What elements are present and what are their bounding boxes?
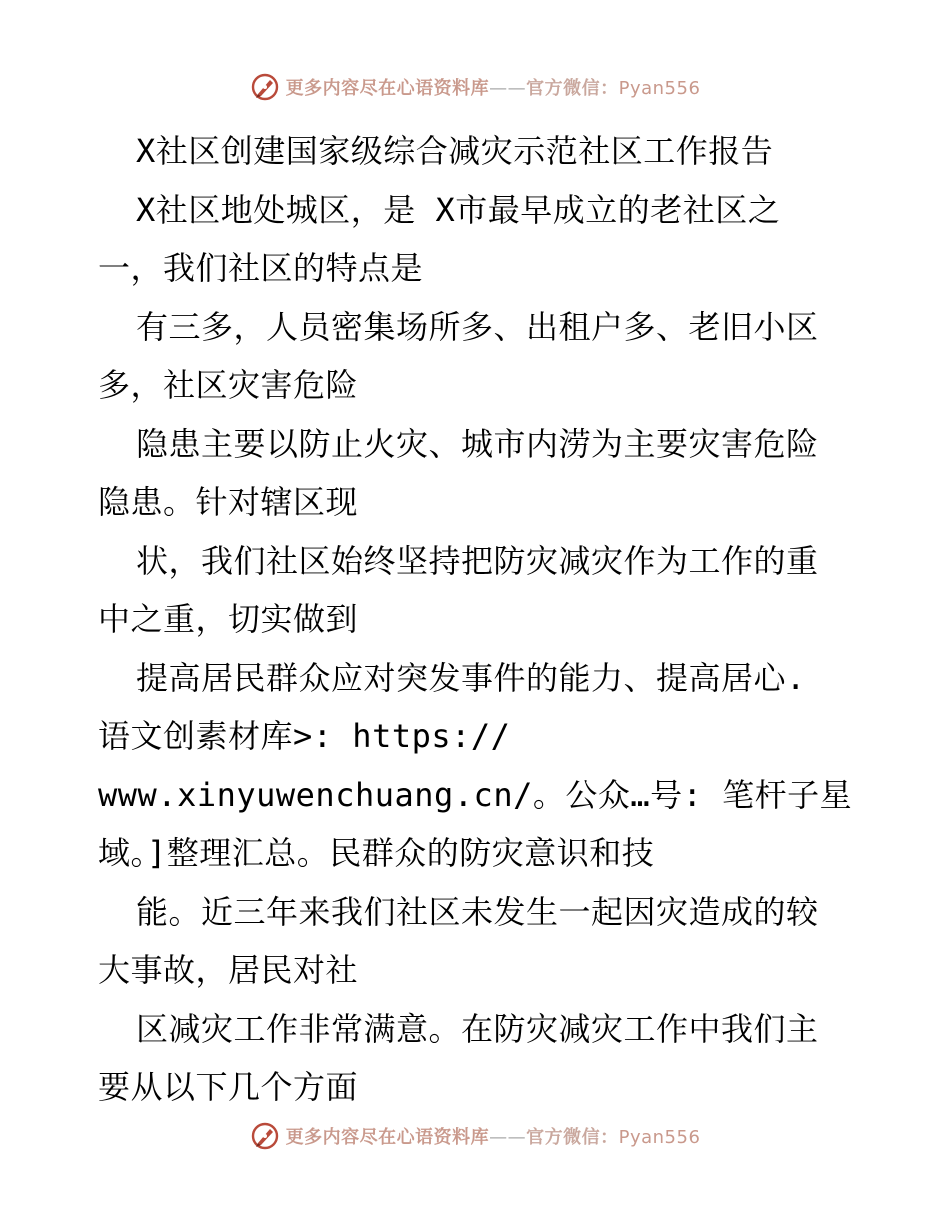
text-line: X社区地处城区，是 X市最早成立的老社区之	[136, 190, 781, 229]
text-line: 能。近三年来我们社区未发生一起因灾造成的较	[136, 892, 819, 931]
pen-circle-logo-icon	[250, 1121, 280, 1151]
banner-text	[286, 74, 701, 100]
text-line: 区减灾工作非常满意。在防灾减灾工作中我们主	[136, 1009, 819, 1048]
text-line: 要从以下几个方面	[98, 1068, 359, 1106]
banner-dash: ——	[489, 78, 527, 99]
banner-main-text: 更多内容尽在心语资料库	[285, 1127, 490, 1148]
footer-banner	[0, 1121, 950, 1151]
banner-dash: ——	[489, 1127, 527, 1148]
text-line: 有三多，人员密集场所多、出租户多、老旧小区	[136, 307, 819, 346]
document-body	[98, 122, 868, 1117]
text-line: 中之重，切实做到	[98, 600, 359, 638]
text-line: 一，我们社区的特点是	[98, 249, 424, 287]
pen-circle-logo-icon	[250, 72, 280, 102]
text-line: X社区创建国家级综合减灾示范社区工作报告	[136, 132, 774, 170]
banner-wechat-label: 官方微信：	[526, 78, 619, 99]
text-line: 域。]整理汇总。民群众的防灾意识和技	[98, 834, 655, 872]
text-line: 语文创素材库>: https://	[98, 717, 511, 755]
text-line: 隐患。针对辖区现	[98, 483, 359, 521]
text-line: 状，我们社区始终坚持把防灾减灾作为工作的重	[136, 541, 819, 580]
banner-main-text: 更多内容尽在心语资料库	[285, 78, 490, 99]
banner-wechat-id: Pyan556	[618, 78, 701, 99]
text-line: www.xinyuwenchuang.cn/。公众…号: 笔杆子星	[98, 775, 853, 814]
text-line: 多，社区灾害危险	[98, 366, 359, 404]
banner-wechat-id: Pyan556	[618, 1127, 701, 1148]
text-line: 隐患主要以防止火灾、城市内涝为主要灾害危险	[136, 424, 819, 463]
header-banner	[0, 72, 950, 102]
text-line: 提高居民群众应对突发事件的能力、提高居心.	[136, 658, 806, 697]
banner-wechat-label: 官方微信：	[526, 1127, 619, 1148]
banner-text	[286, 1123, 701, 1149]
text-line: 大事故，居民对社	[98, 951, 359, 989]
